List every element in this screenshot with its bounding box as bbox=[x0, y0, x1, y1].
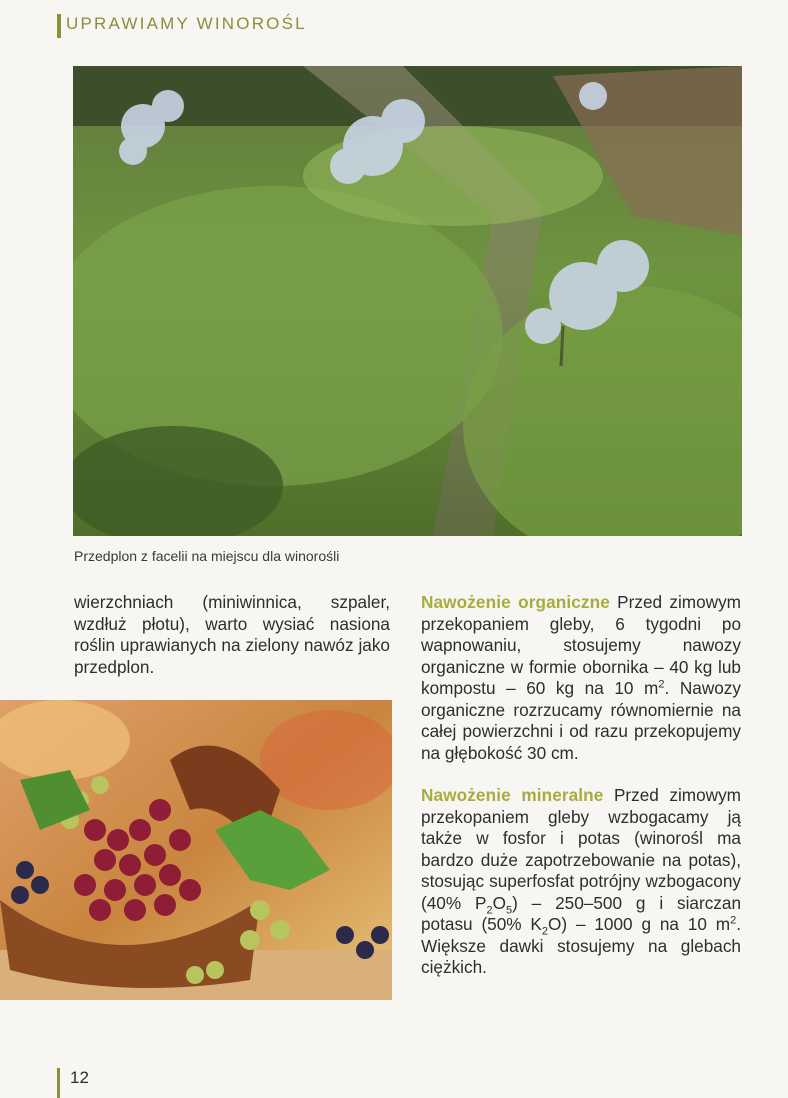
mineral-text-5: . Większe dawki stosujemy na glebach ciężkich. bbox=[421, 914, 741, 977]
phacelia-field-photo bbox=[73, 66, 742, 536]
photo-caption: Przedplon z facelii na miejscu dla winorośli bbox=[74, 548, 340, 564]
mineral-text-2: O bbox=[492, 892, 506, 913]
page-number: 12 bbox=[70, 1068, 89, 1087]
mineral-text-1: Przed zimowym przekopaniem gleby wzbogacamy ją także w fosfor i potas (winorośl ma bardzo duże zapotrzebowanie na potas), stosując superfosfat potrójny wzbogacony (40% P bbox=[421, 785, 741, 913]
organic-text: Przed zimowym przekopaniem gleby, 6 tygodni po wapnowaniu, stosujemy nawozy organiczne w formie obornika – 40 kg lub kompostu – 60 kg na 10 m bbox=[421, 592, 741, 698]
header-accent-bar bbox=[57, 14, 61, 38]
left-column bbox=[74, 592, 390, 678]
left-paragraph: wierzchniach (miniwinnica, szpaler, wzdłuż płotu), warto wysiać nasiona roślin uprawianych na zielony nawóz jako przedplon. bbox=[74, 592, 390, 677]
mineral-fertilization-heading: Nawożenie mineralne bbox=[421, 785, 604, 805]
organic-fertilization-heading: Nawożenie organiczne bbox=[421, 592, 610, 612]
footer-accent-bar bbox=[57, 1068, 60, 1098]
right-column bbox=[421, 592, 741, 979]
organic-sup: 2 bbox=[658, 678, 665, 691]
organic-fertilization-paragraph bbox=[421, 592, 741, 764]
mineral-sub-1: 2 bbox=[486, 903, 493, 916]
grapes-basket-photo bbox=[0, 700, 392, 1000]
mineral-sub-2: 5 bbox=[505, 903, 513, 916]
mineral-text-4: O) – 1000 g na 10 m bbox=[548, 914, 731, 934]
mineral-sub-3: 2 bbox=[541, 925, 549, 938]
mineral-sup-4: 2 bbox=[730, 914, 737, 927]
mineral-fertilization-paragraph bbox=[421, 785, 741, 979]
section-title: UPRAWIAMY WINOROŚL bbox=[66, 14, 307, 33]
mineral-text-3: ) – 250–500 g i siarczan potasu (50% K bbox=[421, 892, 741, 934]
organic-text-after: . Nawozy organiczne rozrzucamy równomiernie na całej powierzchni i od razu przekopujemy na głębokość 30 cm. bbox=[421, 678, 741, 763]
